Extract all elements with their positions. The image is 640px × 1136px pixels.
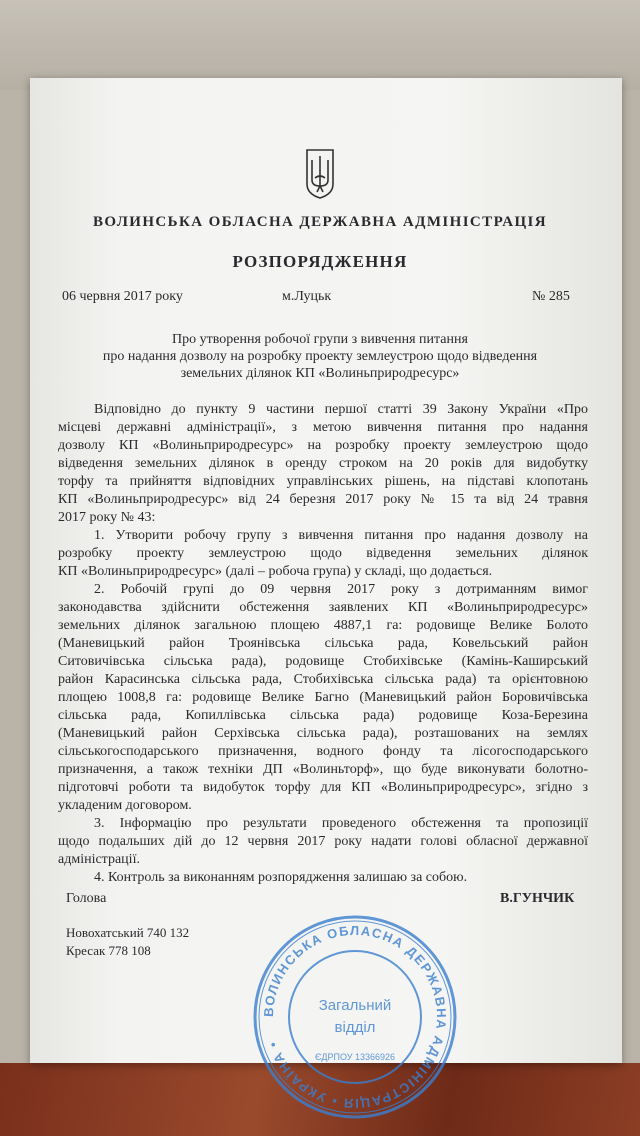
signatory-name: В.ГУНЧИК xyxy=(500,891,575,906)
body-line: 1. Утворити робочу групу з вивчення питання про надання дозволу на xyxy=(94,528,588,543)
body-line: сільська рада, Копиллівська сільська рада) родовище Коза-Березина xyxy=(58,708,588,723)
subject-line: Про утворення робочої групи з вивчення питання xyxy=(172,332,468,347)
stamp-center-text: Загальний xyxy=(318,997,392,1014)
document-city: м.Луцьк xyxy=(282,289,332,304)
executor-line: Новохатський 740 132 xyxy=(66,925,190,940)
body-line: укладеним договором. xyxy=(58,798,192,813)
background-wall xyxy=(0,0,640,90)
body-line: місцеві державні адміністрації», з метою вивчення питання про надання xyxy=(58,420,588,435)
body-line: КП «Волиньприродресурс» від 24 березня 2017 року № 15 та від 24 травня xyxy=(58,492,588,507)
body-line: (Маневицький район Серхівська сільська рада), розташованих на землях xyxy=(58,726,588,741)
document-date: 06 червня 2017 року xyxy=(62,289,183,304)
body-line: законодавства здійснити обстеження заявлених КП «Волиньприродресурс» xyxy=(58,600,588,615)
body-line: земельних ділянок загальною площею 4887,1 га: родовище Велике Болото xyxy=(58,618,588,633)
body-line: торфу та прийняття відповідних управлінських рішень, на підставі клопотань xyxy=(58,474,588,489)
body-line: відведення земельних ділянок в оренду строком на 20 років для видобутку xyxy=(58,456,588,471)
subject-line: про надання дозволу на розробку проекту землеустрою щодо відведення xyxy=(102,349,538,364)
body-line: дозволу КП «Волиньприродресурс» на розробку проекту землеустрою щодо xyxy=(58,438,588,453)
body-line: площею 1008,8 га: родовище Велике Багно (Маневицький район Боровичівська xyxy=(58,690,588,705)
body-line: Ситовичівська сільська рада), родовище Стобихівське (Камінь-Каширський xyxy=(58,654,588,669)
stamp-center-text: відділ xyxy=(334,1019,376,1036)
official-stamp xyxy=(250,912,460,1122)
body-line: (Маневицький район Троянівська сільська рада, Ковельський район xyxy=(58,636,588,651)
body-line: КП «Волиньприродресурс» (далі – робоча група) у складі, що додається. xyxy=(58,564,493,579)
document-number: № 285 xyxy=(532,289,570,304)
body-line: 2017 року № 43: xyxy=(58,510,156,525)
stamp-ring-text: ВОЛИНСЬКА ОБЛАСНА ДЕРЖАВНА АДМІНІСТРАЦІЯ • УКРАЇНА • xyxy=(260,922,450,1112)
signatory-position: Голова xyxy=(66,891,107,906)
organization-title: ВОЛИНСЬКА ОБЛАСНА ДЕРЖАВНА АДМІНІСТРАЦІЯ xyxy=(93,214,547,230)
body-line: призначення, а також техніки ДП «Волиньторф», що буде виконувати болотно- xyxy=(58,762,588,777)
document-type: РОЗПОРЯДЖЕННЯ xyxy=(232,252,408,271)
executor-line: Кресак 778 108 xyxy=(66,943,151,958)
body-line: Відповідно до пункту 9 частини першої статті 39 Закону України «Про xyxy=(94,402,588,417)
body-line: адміністрації. xyxy=(58,852,140,867)
body-line: район Карасинська сільська рада, Стобихівська сільська рада) та орієнтовною xyxy=(58,672,588,687)
body-line: 4. Контроль за виконанням розпорядження залишаю за собою. xyxy=(94,870,468,885)
stamp-code: ЄДРПОУ 13366926 xyxy=(314,1052,396,1062)
document-subject xyxy=(50,331,590,382)
subject-line: земельних ділянок КП «Волиньприродресурс» xyxy=(180,366,460,381)
body-line: 2. Робочій групі до 09 червня 2017 року з дотриманням вимог xyxy=(94,582,588,597)
trident-emblem-icon xyxy=(305,148,335,200)
body-line: розробку проекту землеустрою щодо відведення земельних ділянок xyxy=(58,546,588,561)
body-line: щодо подальших дій до 12 червня 2017 року надати голові обласної державної xyxy=(58,834,588,849)
body-line: 3. Інформацію про результати проведеного обстеження та пропозиції xyxy=(94,816,588,831)
document-body xyxy=(58,401,588,887)
body-line: сільськогосподарського призначення, водного фонду та лісогосподарського xyxy=(58,744,588,759)
body-line: підготовчі роботи та видобуток торфу для КП «Волиньприродресурс», згідно з xyxy=(58,780,588,795)
